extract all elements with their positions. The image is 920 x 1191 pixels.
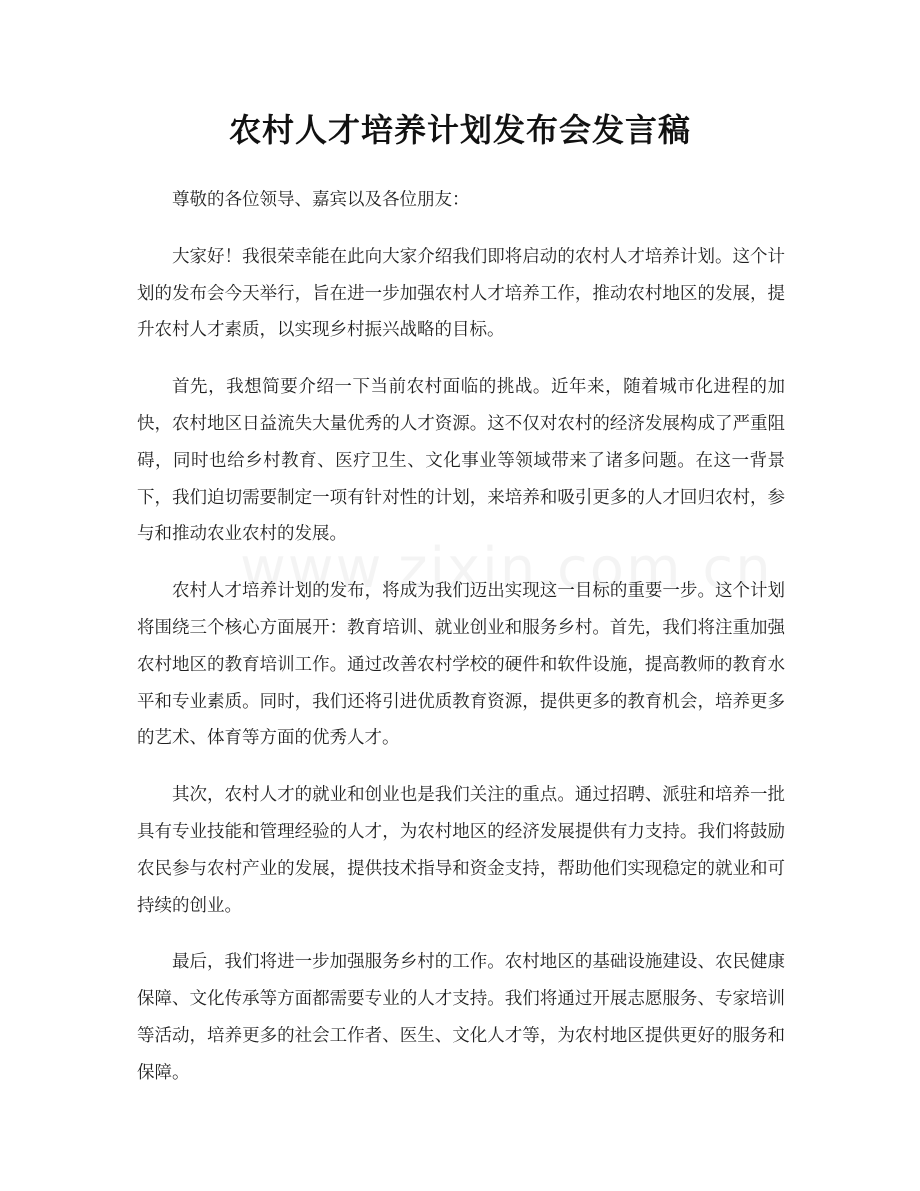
document-body <box>137 182 785 1112</box>
greeting: 尊敬的各位领导、嘉宾以及各位朋友： <box>172 190 470 210</box>
paragraph-challenges: 首先，我想简要介绍一下当前农村面临的挑战。近年来，随着城市化进程的加快，农村地区日益流失大量优秀的人才资源。这不仅对农村的经济发展构成了严重阻碍，同时也给乡村教育、医疗卫生、文化事业等领域带来了诸多问题。在这一背景下，我们迫切需要制定一项有针对性的计划，来培养和吸引更多的人才回归农村，参与和推动农业农村的发展。 <box>137 377 785 545</box>
document-title: 农村人才培养计划发布会发言稿 <box>228 111 691 149</box>
paragraph-service: 最后，我们将进一步加强服务乡村的工作。农村地区的基础设施建设、农民健康保障、文化传承等方面都需要专业的人才支持。我们将通过开展志愿服务、专家培训等活动，培养更多的社会工作者、医生、文化人才等，为农村地区提供更好的服务和保障。 <box>137 952 785 1083</box>
paragraph-employment: 其次，农村人才的就业和创业也是我们关注的重点。通过招聘、派驻和培养一批具有专业技能和管理经验的人才，为农村地区的经济发展提供有力支持。我们将鼓励农民参与农村产业的发展，提供技术指导和资金支持，帮助他们实现稳定的就业和可持续的创业。 <box>137 785 785 916</box>
paragraph-intro: 大家好！我很荣幸能在此向大家介绍我们即将启动的农村人才培养计划。这个计划的发布会今天举行，旨在进一步加强农村人才培养工作，推动农村地区的发展，提升农村人才素质，以实现乡村振兴战略的目标。 <box>137 246 785 341</box>
paragraph-plan: 农村人才培养计划的发布，将成为我们迈出实现这一目标的重要一步。这个计划将围绕三个核心方面展开：教育培训、就业创业和服务乡村。首先，我们将注重加强农村地区的教育培训工作。通过改善农村学校的硬件和软件设施，提高教师的教育水平和专业素质。同时，我们还将引进优质教育资源，提供更多的教育机会，培养更多的艺术、体育等方面的优秀人才。 <box>137 581 785 749</box>
